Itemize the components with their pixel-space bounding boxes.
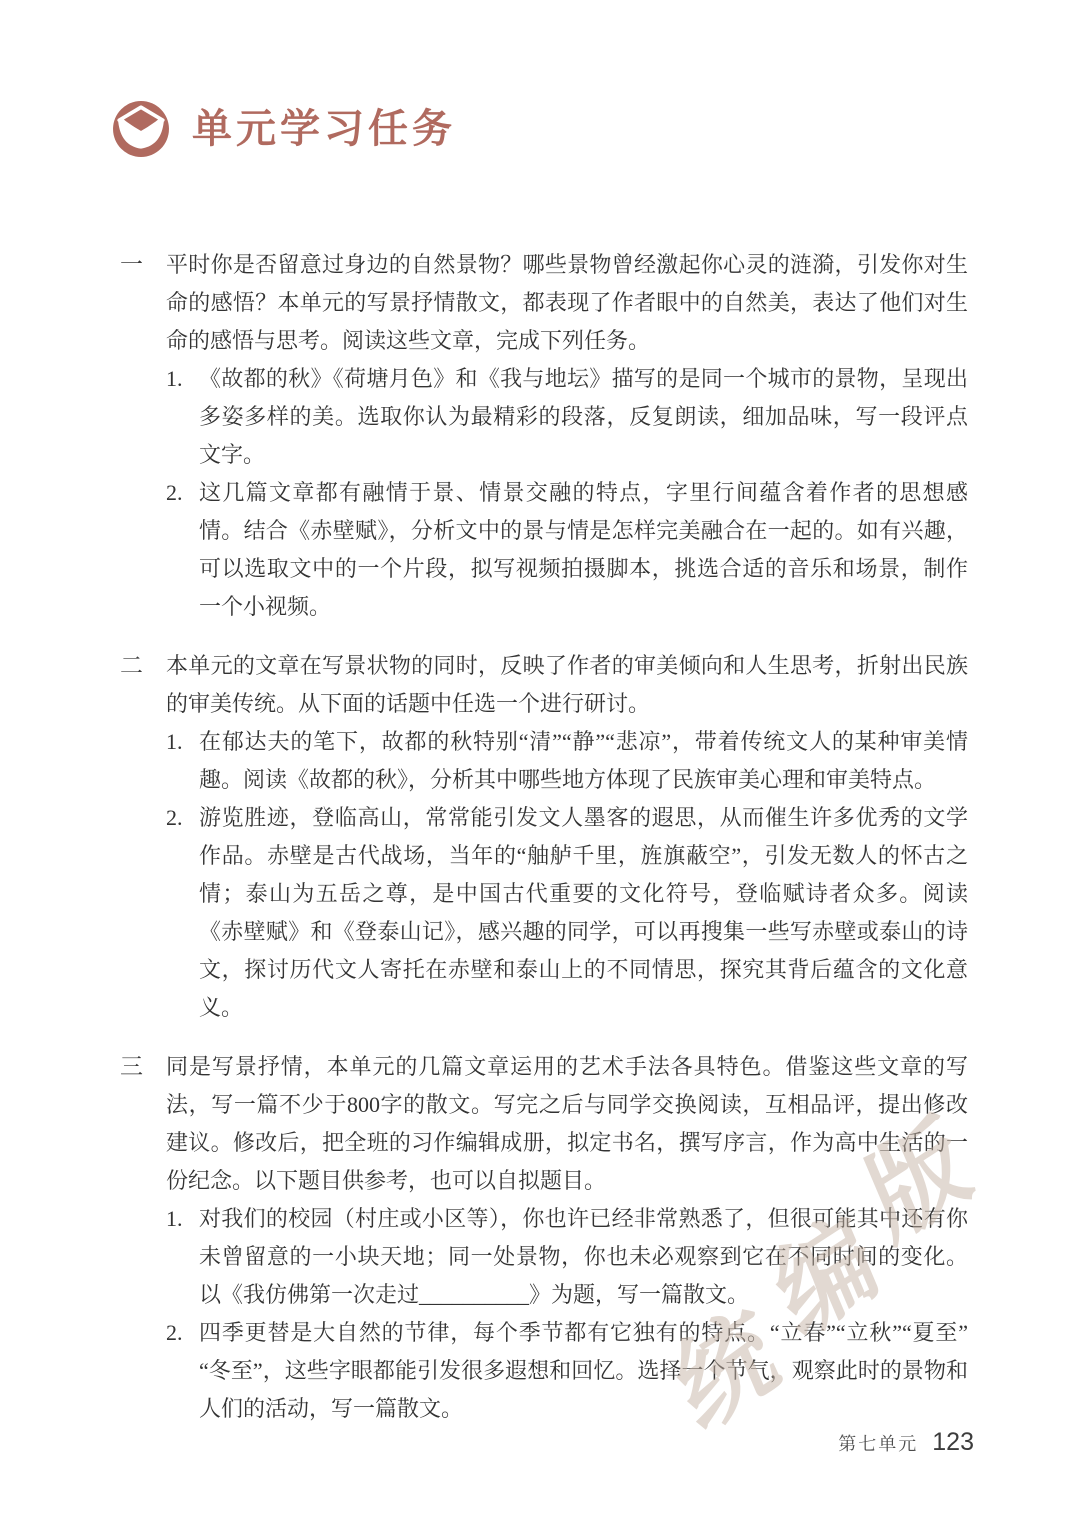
open-book-icon	[112, 100, 170, 158]
task-item	[166, 723, 968, 799]
section-three	[120, 1048, 968, 1428]
section-intro: 同是写景抒情，本单元的几篇文章运用的艺术手法各具特色。借鉴这些文章的写法，写一篇不少于800字的散文。写完之后与同学交换阅读，互相品评，提出修改建议。修改后，把全班的习作编辑成册，拟定书名，撰写序言，作为高中生活的一份纪念。以下题目供参考，也可以自拟题目。	[166, 1054, 968, 1193]
watermark-char: 编	[759, 1192, 893, 1361]
section-marker: 一	[120, 252, 143, 277]
item-number: 1.	[166, 729, 183, 754]
task-item	[166, 1314, 968, 1428]
section-intro: 平时你是否留意过身边的自然景物？哪些景物曾经激起你心灵的涟漪，引发你对生命的感悟？本单元的写景抒情散文，都表现了作者眼中的自然美，表达了他们对生命的感悟与思考。阅读这些文章，完成下列任务。	[166, 252, 968, 353]
task-item	[166, 799, 968, 1027]
item-text: 游览胜迹，登临高山，常常能引发文人墨客的遐思，从而催生许多优秀的文学作品。赤壁是古代战场，当年的“舳舻千里，旌旗蔽空”，引发无数人的怀古之情；泰山为五岳之尊，是中国古代重要的文化符号，登临赋诗者众多。阅读《赤壁赋》和《登泰山记》，感兴趣的同学，可以再搜集一些写赤壁或泰山的诗文，探讨历代文人寄托在赤壁和泰山上的不同情思，探究其背后蕴含的文化意义。	[199, 805, 968, 1020]
item-text: 对我们的校园（村庄或小区等），你也许已经非常熟悉了，但很可能其中还有你未曾留意的一小块天地；同一处景物，你也未必观察到它在不同时间的变化。以《我仿佛第一次走过__________》为题，写一篇散文。	[199, 1206, 968, 1307]
item-number: 2.	[166, 805, 183, 830]
section-body	[166, 647, 968, 1027]
section-marker: 三	[120, 1054, 143, 1079]
unit-label: 第七单元	[838, 1434, 919, 1454]
item-text: 《故都的秋》《荷塘月色》和《我与地坛》描写的是同一个城市的景物，呈现出多姿多样的美。选取你认为最精彩的段落，反复朗读，细加品味，写一段评点文字。	[199, 366, 968, 467]
section-two	[120, 647, 968, 1027]
task-item	[166, 1200, 968, 1314]
item-text: 这几篇文章都有融情于景、情景交融的特点，字里行间蕴含着作者的思想感情。结合《赤壁赋》，分析文中的景与情是怎样完美融合在一起的。如有兴趣，可以选取文中的一个片段，拟写视频拍摄脚本，挑选合适的音乐和场景，制作一个小视频。	[199, 480, 968, 619]
item-number: 2.	[166, 480, 183, 505]
page-footer	[838, 1428, 974, 1457]
watermark-char: 版	[851, 1096, 985, 1265]
page-header	[112, 100, 456, 158]
section-body	[166, 1048, 968, 1428]
watermark-char: 统	[659, 1286, 793, 1455]
item-number: 1.	[166, 366, 183, 391]
task-list	[120, 246, 968, 1449]
task-item	[166, 360, 968, 474]
item-text: 在郁达夫的笔下，故都的秋特别“清”“静”“悲凉”，带着传统文人的某种审美情趣。阅读《故都的秋》，分析其中哪些地方体现了民族审美心理和审美特点。	[199, 729, 968, 792]
page-title: 单元学习任务	[192, 106, 456, 151]
section-marker: 二	[120, 653, 143, 678]
item-number: 1.	[166, 1206, 183, 1231]
section-body	[166, 246, 968, 626]
page-number: 123	[932, 1428, 974, 1456]
section-one	[120, 246, 968, 626]
item-number: 2.	[166, 1320, 183, 1345]
item-text: 四季更替是大自然的节律，每个季节都有它独有的特点。“立春”“立秋”“夏至”“冬至”，这些字眼都能引发很多遐想和回忆。选择一个节气，观察此时的景物和人们的活动，写一篇散文。	[199, 1320, 968, 1421]
section-intro: 本单元的文章在写景状物的同时，反映了作者的审美倾向和人生思考，折射出民族的审美传统。从下面的话题中任选一个进行研讨。	[166, 653, 968, 716]
task-item	[166, 474, 968, 626]
